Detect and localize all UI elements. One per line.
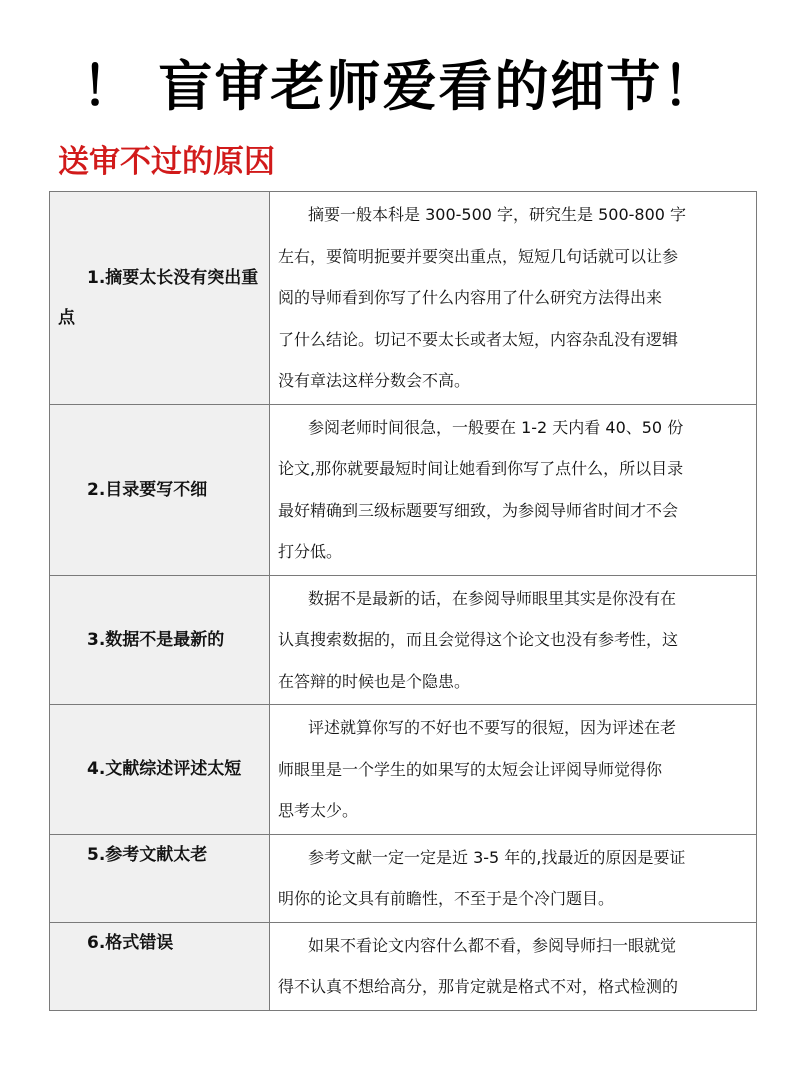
reason-label-cell: [50, 834, 270, 922]
table-row: [50, 575, 757, 705]
reason-text: 参阅老师时间很急，一般要在 1-2 天内看 40、50 份 论文,那你就要最短时间让她看到你写了点什么，所以目录 最好精确到三级标题要写细致，为参阅导师省时间才不会 打分低。: [278, 417, 684, 561]
table-row: [50, 705, 757, 835]
reason-label: 2.目录要写不细: [87, 479, 208, 500]
reason-text: 摘要一般本科是 300-500 字，研究生是 500-800 字 左右，要简明扼要并要突出重点，短短几句话就可以让参 阅的导师看到你写了什么内容用了什么研究方法得出来 了什么结论。切记不要太长或者太短，内容杂乱没有逻辑 没有章法这样分数会不高。: [278, 205, 687, 390]
reason-label-cell: [50, 404, 270, 575]
table-row: [50, 192, 757, 405]
reason-text: 参考文献一定一定是近 3-5 年的,找最近的原因是要证 明你的论文具有前瞻性，不至于是个冷门题目。: [278, 847, 686, 908]
reason-label-cell: [50, 922, 270, 1010]
reason-text: 评述就算你写的不好也不要写的很短，因为评述在老 师眼里是一个学生的如果写的太短会让评阅导师觉得你 思考太少。: [278, 718, 677, 820]
table-row: [50, 404, 757, 575]
reason-label-cell: [50, 705, 270, 835]
reason-label: 6.格式错误: [87, 932, 174, 953]
reason-text: 如果不看论文内容什么都不看，参阅导师扫一眼就觉 得不认真不想给高分，那肯定就是格式不对，格式检测的: [278, 935, 679, 996]
reasons-table: [49, 191, 757, 1011]
reason-text-cell: [270, 922, 757, 1010]
reason-text-cell: [270, 575, 757, 705]
table-row: [50, 834, 757, 922]
reason-label: 4.文献综述评述太短: [87, 759, 242, 780]
section-heading: 送审不过的原因: [58, 144, 275, 180]
reason-text-cell: [270, 705, 757, 835]
reason-label: 1.摘要太长没有突出重点: [58, 267, 259, 328]
reason-text: 数据不是最新的话，在参阅导师眼里其实是你没有在 认真搜索数据的，而且会觉得这个论文也没有参考性，这 在答辩的时候也是个隐患。: [278, 588, 679, 691]
reason-text-cell: [270, 834, 757, 922]
page-title: ！ 盲审老师爱看的细节！: [81, 55, 719, 118]
reason-text-cell: [270, 192, 757, 405]
reason-label: 3.数据不是最新的: [87, 629, 225, 650]
reason-text-cell: [270, 404, 757, 575]
reason-label: 5.参考文献太老: [87, 844, 208, 865]
reason-label-cell: [50, 192, 270, 405]
reason-label-cell: [50, 575, 270, 705]
table-row: [50, 922, 757, 1010]
